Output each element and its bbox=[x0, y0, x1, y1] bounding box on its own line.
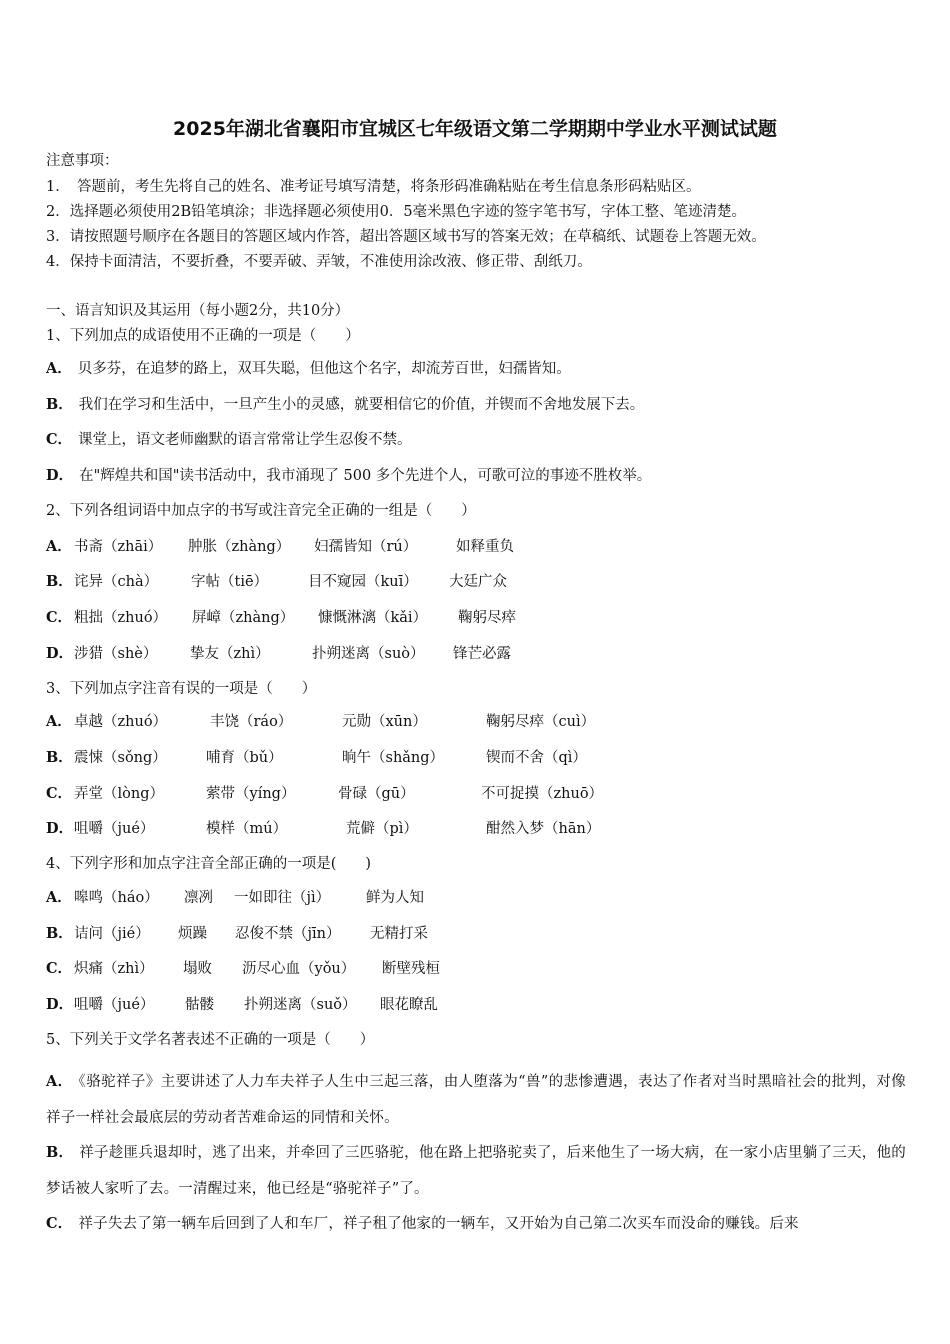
option-label: A． bbox=[46, 1073, 73, 1090]
word-item: 涉猎（shè） bbox=[74, 646, 158, 662]
word-item: 不可捉摸（zhuō） bbox=[481, 786, 604, 802]
word-item: 塌败 bbox=[183, 961, 212, 977]
option-paragraph bbox=[46, 1064, 906, 1136]
option-paragraph bbox=[46, 1135, 906, 1207]
option-text: 祥子趁匪兵退却时，逃了出来，并牵回了三匹骆驼，他在路上把骆驼卖了，后来他生了一场大病，在一家小店里躺了三天，他的梦话被人家听了去。一清醒过来，他已经是“骆驼祥子”了。 bbox=[46, 1145, 907, 1197]
option-label: D． bbox=[46, 820, 74, 837]
option-label: A． bbox=[46, 889, 72, 906]
option-label: C． bbox=[46, 431, 73, 448]
option-row bbox=[46, 785, 746, 805]
word-item: 眼花瞭乱 bbox=[380, 997, 438, 1013]
word-item: 字帖（tiē） bbox=[191, 574, 269, 590]
option-row bbox=[46, 609, 746, 629]
word-item: 无精打采 bbox=[370, 926, 428, 942]
option-row bbox=[46, 889, 746, 909]
word-item: 锲而不舍（qì） bbox=[486, 750, 587, 766]
word-item: 忍俊不禁（jīn） bbox=[235, 926, 341, 942]
option-paragraph bbox=[46, 1206, 906, 1242]
question-stem: 1、下列加点的成语使用不正确的一项是（ ） bbox=[46, 328, 360, 344]
option-label: B． bbox=[46, 1144, 74, 1161]
option-row bbox=[46, 713, 746, 733]
word-item: 慷慨淋漓（kǎi） bbox=[318, 610, 428, 626]
option-row bbox=[46, 749, 746, 769]
option-label: C． bbox=[46, 1215, 73, 1232]
word-item: 萦带（yíng） bbox=[206, 786, 296, 802]
word-item: 诧异（chà） bbox=[74, 574, 159, 590]
option-text: 祥子失去了第一辆车后回到了人和车厂，祥子租了他家的一辆车，又开始为自己第二次买车而没命的赚钱。后来 bbox=[78, 1216, 799, 1232]
option-label: C． bbox=[46, 609, 73, 626]
word-item: 模样（mú） bbox=[206, 821, 288, 837]
option-label: B． bbox=[46, 573, 73, 590]
word-item: 骷髅 bbox=[185, 997, 214, 1013]
word-item: 书斋（zhāi） bbox=[74, 539, 163, 555]
option-label: A． bbox=[46, 538, 72, 555]
word-item: 震悚（sǒng） bbox=[74, 750, 167, 766]
page-title: 2025年湖北省襄阳市宜城区七年级语文第二学期期中学业水平测试试题 bbox=[173, 118, 777, 140]
option-label: B． bbox=[46, 925, 73, 942]
word-item: 粗拙（zhuó） bbox=[74, 610, 168, 626]
option-row bbox=[46, 960, 746, 980]
option-row bbox=[46, 538, 746, 558]
word-item: 嗥鸣（háo） bbox=[74, 890, 159, 906]
word-item: 诘问（jié） bbox=[74, 926, 150, 942]
word-item: 咀嚼（jué） bbox=[74, 997, 155, 1013]
question-stem: 4、下列字形和加点字注音全部正确的一项是( ) bbox=[46, 856, 372, 872]
section-heading: 一、语言知识及其运用（每小题2分，共10分） bbox=[46, 303, 350, 319]
word-item: 鞠躬尽瘁（cuì） bbox=[486, 714, 596, 730]
word-item: 扑朔迷离（suò） bbox=[312, 646, 425, 662]
option-label: B． bbox=[46, 749, 73, 766]
word-item: 卓越（zhuó） bbox=[74, 714, 168, 730]
word-item: 酣然入梦（hān） bbox=[486, 821, 601, 837]
option-label: D． bbox=[46, 996, 74, 1013]
question-stem: 5、下列关于文学名著表述不正确的一项是（ ） bbox=[46, 1032, 375, 1048]
notice-heading: 注意事项： bbox=[46, 153, 119, 169]
option-row bbox=[46, 820, 746, 840]
word-item: 扑朔迷离（suǒ） bbox=[244, 997, 357, 1013]
option-row bbox=[46, 467, 651, 485]
word-item: 沥尽心血（yǒu） bbox=[242, 961, 356, 977]
notice-item: 2．选择题必须使用2B铅笔填涂；非选择题必须使用0．5毫米黑色字迹的签字笔书写，字体工整、笔迹清楚。 bbox=[46, 204, 747, 220]
word-item: 妇孺皆知（rú） bbox=[314, 539, 418, 555]
word-item: 骨碌（gū） bbox=[338, 786, 415, 802]
option-label: C． bbox=[46, 785, 73, 802]
option-label: B． bbox=[46, 396, 73, 413]
option-text: 贝多芬，在追梦的路上，双耳失聪，但他这个名字，却流芳百世，妇孺皆知。 bbox=[77, 361, 571, 377]
option-label: D． bbox=[46, 645, 74, 662]
word-item: 荒僻（pì） bbox=[346, 821, 418, 837]
word-item: 咀嚼（jué） bbox=[74, 821, 155, 837]
question-stem: 2、下列各组词语中加点字的书写或注音完全正确的一组是（ ） bbox=[46, 503, 476, 519]
option-text: 课堂上，语文老师幽默的语言常常让学生忍俊不禁。 bbox=[78, 432, 412, 448]
word-item: 锋芒必露 bbox=[453, 646, 511, 662]
word-item: 凛冽 bbox=[184, 890, 213, 906]
word-item: 炽痛（zhì） bbox=[74, 961, 154, 977]
word-item: 烦躁 bbox=[178, 926, 207, 942]
word-item: 鞠躬尽瘁 bbox=[458, 610, 516, 626]
notice-item: 1． 答题前，考生先将自己的姓名、准考证号填写清楚，将条形码准确粘贴在考生信息条形码粘贴区。 bbox=[46, 179, 701, 195]
word-item: 挚友（zhì） bbox=[190, 646, 270, 662]
option-row bbox=[46, 573, 746, 593]
word-item: 丰饶（ráo） bbox=[210, 714, 293, 730]
word-item: 晌午（shǎng） bbox=[342, 750, 445, 766]
word-item: 大廷广众 bbox=[449, 574, 507, 590]
word-item: 元勋（xūn） bbox=[342, 714, 427, 730]
word-item: 屏嶂（zhàng） bbox=[192, 610, 295, 626]
option-text: 在"辉煌共和国"读书活动中，我市涌现了 500 多个先进个人，可歌可泣的事迹不胜枚举。 bbox=[79, 468, 652, 484]
notice-item: 4．保持卡面清洁，不要折叠，不要弄破、弄皱，不准使用涂改液、修正带、刮纸刀。 bbox=[46, 254, 592, 270]
option-text: 《骆驼祥子》主要讲述了人力车夫祥子人生中三起三落，由人堕落为“兽”的悲惨遭遇，表达了作者对当时黑暗社会的批判，对像祥子一样社会最底层的劳动者苦难命运的同情和关怀。 bbox=[46, 1074, 906, 1126]
word-item: 弄堂（lòng） bbox=[74, 786, 164, 802]
option-row bbox=[46, 360, 571, 378]
option-label: A． bbox=[46, 360, 72, 377]
word-item: 哺育（bǔ） bbox=[206, 750, 283, 766]
option-row bbox=[46, 431, 412, 449]
option-label: C． bbox=[46, 960, 73, 977]
option-text: 我们在学习和生活中，一旦产生小的灵感，就要相信它的价值，并锲而不舍地发展下去。 bbox=[78, 397, 645, 413]
word-item: 目不窥园（kuī） bbox=[308, 574, 418, 590]
notice-item: 3．请按照题号顺序在各题目的答题区域内作答，超出答题区域书写的答案无效；在草稿纸、试题卷上答题无效。 bbox=[46, 229, 766, 245]
word-item: 断壁残桓 bbox=[382, 961, 440, 977]
question-stem: 3、下列加点字注音有误的一项是（ ） bbox=[46, 681, 317, 697]
word-item: 一如即往（jì） bbox=[234, 890, 331, 906]
word-item: 如释重负 bbox=[456, 539, 514, 555]
option-label: A． bbox=[46, 713, 72, 730]
option-row bbox=[46, 925, 746, 945]
word-item: 鲜为人知 bbox=[366, 890, 424, 906]
word-item: 肿胀（zhàng） bbox=[188, 539, 291, 555]
option-row bbox=[46, 996, 746, 1016]
option-row bbox=[46, 396, 644, 414]
option-row bbox=[46, 645, 746, 665]
option-label: D． bbox=[46, 467, 74, 484]
